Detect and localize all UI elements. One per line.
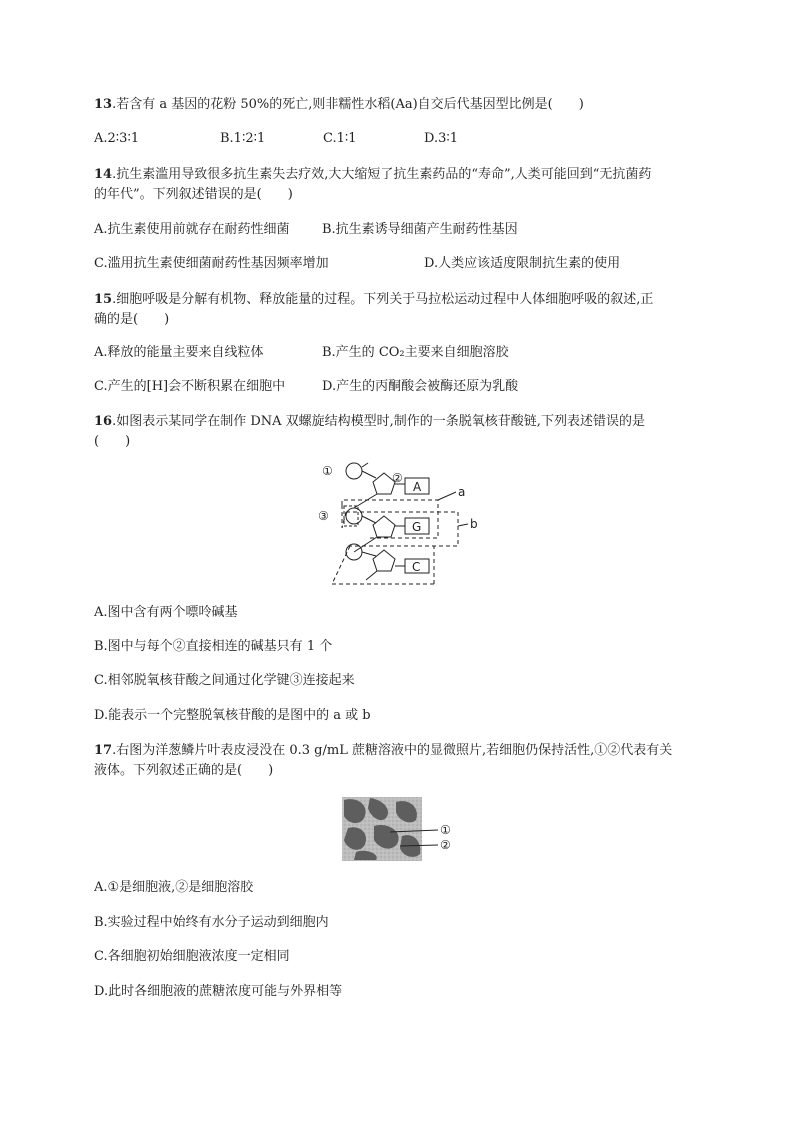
q16-option-a: A.图中含有两个嘌呤碱基: [94, 605, 238, 620]
q13-number: 13: [94, 97, 113, 112]
q16-stem-line1: [94, 413, 645, 431]
q13-option-c: C.1∶1: [323, 131, 357, 146]
label-c3: ③: [318, 509, 329, 523]
q17-stem-line1: [94, 742, 672, 760]
q17-stem-line2: 液体。下列叙述正确的是( ): [94, 763, 274, 778]
q13-stem-text: .若含有 a 基因的花粉 50%的死亡,则非糯性水稻(Aa)自交后代基因型比例是( ): [112, 97, 584, 112]
q14-number: 14: [94, 167, 113, 182]
label-base-g: G: [412, 520, 422, 534]
q13-option-b: B.1∶2∶1: [220, 131, 266, 146]
label-a: a: [458, 485, 466, 499]
q16-stem-line2: ( ): [94, 434, 131, 449]
q16-number: 16: [94, 414, 113, 429]
q15-option-b: B.产生的 CO₂主要来自细胞溶胶: [322, 345, 509, 360]
q16-option-c: C.相邻脱氧核苷酸之间通过化学键③连接起来: [94, 673, 355, 688]
label-base-c: C: [412, 560, 421, 574]
q15-number: 15: [94, 292, 113, 307]
label-base-a: A: [413, 480, 422, 494]
q14-stem-line2: 的年代”。下列叙述错误的是( ): [94, 187, 293, 202]
sugar-3: [373, 550, 395, 571]
q15-stem-line1: [94, 291, 653, 309]
q15-stem-line2: 确的是( ): [94, 312, 170, 327]
q15-option-c: C.产生的[H]会不断积累在细胞中: [94, 379, 286, 394]
phosphate-1: [346, 463, 362, 479]
q16-option-b: B.图中与每个②直接相连的碱基只有 1 个: [94, 639, 333, 654]
phosphate-2: [346, 508, 362, 524]
q17-option-d: D.此时各细胞液的蔗糖浓度可能与外界相等: [94, 984, 343, 999]
q15-stem-text-1: .细胞呼吸是分解有机物、释放能量的过程。下列关于马拉松运动过程中人体细胞呼吸的叙述,正: [112, 292, 654, 307]
q16-stem-text-1: .如图表示某同学在制作 DNA 双螺旋结构模型时,制作的一条脱氧核苷酸链,下列表述错误的是: [112, 414, 645, 429]
q17-option-c: C.各细胞初始细胞液浓度一定相同: [94, 949, 290, 964]
dna-chain-diagram: [310, 456, 490, 596]
onion-cell-micrograph: [340, 796, 470, 864]
q14-option-a: A.抗生素使用前就存在耐药性细菌: [94, 222, 290, 237]
q17-stem-text-1: .右图为洋葱鳞片叶表皮浸没在 0.3 g/mL 蔗糖溶液中的显微照片,若细胞仍保持活性,①②代表有关: [112, 743, 673, 758]
q14-stem-line1: [94, 166, 651, 184]
micro-label-c2: ②: [440, 838, 451, 852]
label-c2: ②: [392, 471, 403, 485]
q16-option-d: D.能表示一个完整脱氧核苷酸的是图中的 a 或 b: [94, 708, 371, 723]
q14-option-d: D.人类应该适度限制抗生素的使用: [424, 256, 621, 271]
label-b: b: [470, 517, 478, 531]
micro-label-c1: ①: [440, 823, 451, 837]
q17-option-a: A.①是细胞液,②是细胞溶胶: [94, 880, 254, 895]
q14-option-b: B.抗生素诱导细菌产生耐药性基因: [322, 222, 518, 237]
sugar-2: [373, 516, 395, 537]
q14-option-c: C.滥用抗生素使细菌耐药性基因频率增加: [94, 256, 329, 271]
q17-option-b: B.实验过程中始终有水分子运动到细胞内: [94, 915, 329, 930]
q15-option-d: D.产生的丙酮酸会被酶还原为乳酸: [322, 379, 519, 394]
box-b-outline: [346, 512, 458, 546]
q13-option-a: A.2∶3∶1: [94, 131, 140, 146]
q13-option-d: D.3∶1: [424, 131, 459, 146]
q17-number: 17: [94, 743, 113, 758]
q14-stem-text-1: .抗生素滥用导致很多抗生素失去疗效,大大缩短了抗生素药品的“寿命”,人类可能回到“无抗菌药: [112, 167, 652, 182]
q15-option-a: A.释放的能量主要来自线粒体: [94, 345, 264, 360]
q13-stem: [94, 96, 584, 114]
label-c1: ①: [322, 464, 333, 478]
